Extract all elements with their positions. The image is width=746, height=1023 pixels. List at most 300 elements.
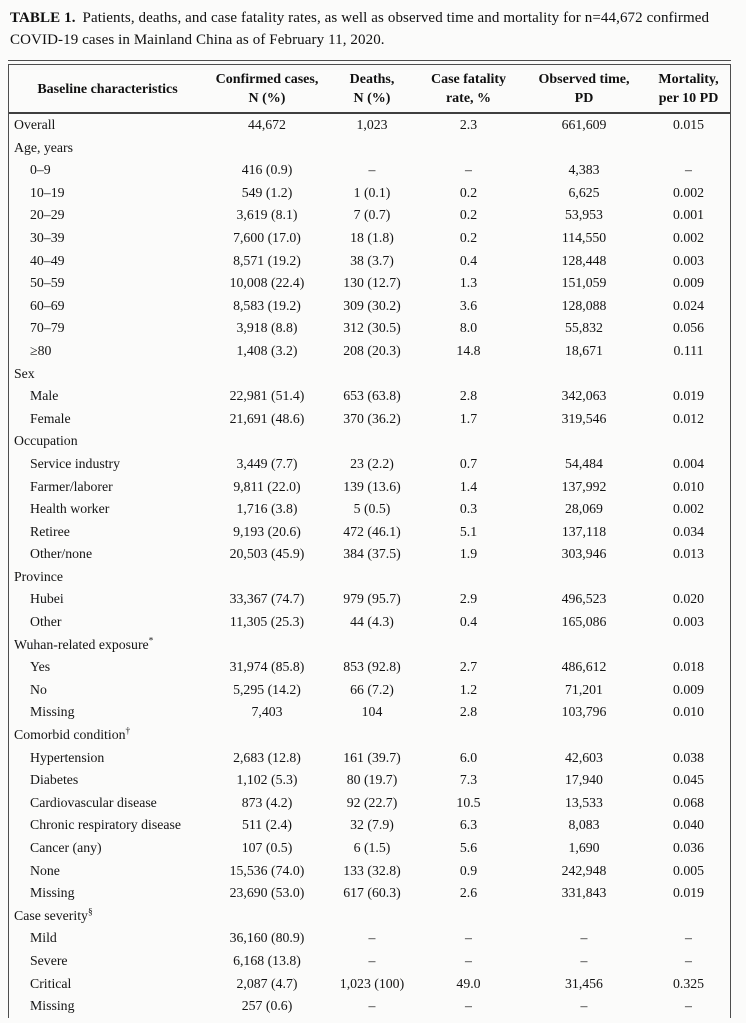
cell-confirmed-cases: 257 (0.6) [241,998,293,1014]
table-row [9,566,730,589]
row-label-text: Chronic respiratory disease [30,817,181,833]
cell-mortality: 0.036 [672,840,705,855]
cell-confirmed-cases: 36,160 (80.9) [229,930,305,946]
row-label-text: Critical [30,975,72,991]
cell-observed-time [521,137,647,160]
cell-deaths [328,430,416,453]
row-label [9,363,206,386]
cell-confirmed-cases: 20,503 (45.9) [229,546,305,562]
table-row [9,656,730,679]
row-label [9,814,206,837]
row-label-text: 10–19 [30,184,65,200]
cell-case-fatality-rate: 14.8 [456,342,481,358]
row-label-text: Occupation [14,433,78,449]
cell-observed-time: 496,523 [561,591,607,607]
table-row [9,679,730,702]
row-label-footnote-mark: * [148,636,154,647]
cell-mortality [647,724,730,747]
cell-deaths: – [368,162,376,178]
cell-confirmed-cases: 31,974 (85.8) [229,659,305,675]
row-label-text: Farmer/laborer [30,478,113,494]
cell-deaths [328,724,416,747]
row-label-text: 50–59 [30,275,65,291]
header-mortality [647,65,730,113]
table-row [9,363,730,386]
row-label-text: 20–29 [30,207,65,223]
table-row [9,950,730,973]
cell-mortality: 0.019 [672,388,705,404]
table-row [9,113,730,137]
cell-confirmed-cases: 3,449 (7.7) [236,455,298,471]
cell-deaths: 44 (4.3) [350,614,394,630]
row-label-text: Age, years [14,139,73,155]
header-line: Baseline characteristics [37,81,178,97]
row-label-text: Hypertension [30,749,105,765]
cell-deaths: 161 (39.7) [343,749,401,765]
cell-case-fatality-rate: 2.7 [459,659,478,675]
cell-observed-time [521,430,647,453]
cell-case-fatality-rate: – [465,930,472,946]
header-line: Case fatality [430,72,507,87]
cell-mortality: 0.040 [672,817,705,833]
cell-confirmed-cases: 3,918 (8.8) [236,320,298,336]
row-label-text: Case severity [14,907,88,923]
table-row [9,792,730,815]
cell-mortality: 0.005 [672,862,705,878]
cell-case-fatality-rate: 49.0 [456,975,481,991]
table-row [9,611,730,634]
row-label [9,747,206,770]
row-label-text: 60–69 [30,297,65,313]
cell-confirmed-cases [206,137,328,160]
table-row [9,995,730,1018]
cell-confirmed-cases: 8,583 (19.2) [233,297,301,313]
cell-confirmed-cases: 2,087 (4.7) [236,975,298,991]
row-label-text: ≥80 [30,342,52,358]
row-label-text: No [30,681,47,697]
cell-observed-time: 114,550 [561,229,607,245]
cell-case-fatality-rate [416,905,521,928]
cell-observed-time: 165,086 [561,614,607,630]
cell-confirmed-cases: 7,403 [251,704,283,720]
cell-observed-time: – [580,930,588,946]
cell-deaths: 38 (3.7) [350,252,394,268]
row-label-text: None [30,862,60,878]
row-label-text: 0–9 [30,162,51,178]
cell-deaths: 23 (2.2) [350,455,394,471]
cell-mortality: 0.003 [672,614,705,630]
cell-case-fatality-rate: 2.8 [459,704,478,720]
row-label-text: Cancer (any) [30,840,102,855]
row-label [9,950,206,973]
cell-case-fatality-rate [416,724,521,747]
row-label-text: Male [30,388,59,404]
cell-deaths: 472 (46.1) [343,523,401,539]
cell-mortality: 0.012 [672,410,705,426]
row-label [9,656,206,679]
cell-mortality [647,634,730,657]
row-label [9,204,206,227]
header-deaths [328,65,416,113]
table-row [9,250,730,273]
table-row [9,182,730,205]
row-label-text: Cardiovascular disease [30,794,157,810]
cell-mortality [647,905,730,928]
cell-observed-time: 303,946 [561,546,607,562]
cell-observed-time [521,363,647,386]
row-label-text: 70–79 [30,320,65,336]
table-row [9,340,730,363]
row-label [9,385,206,408]
cell-mortality: 0.010 [672,704,705,720]
cell-case-fatality-rate: – [465,162,472,178]
row-label-text: Service industry [30,455,121,471]
cell-deaths: 7 (0.7) [353,207,391,223]
cell-confirmed-cases: 22,981 (51.4) [229,388,305,404]
cell-observed-time: 103,796 [561,704,607,720]
baseline-characteristics-table [9,65,730,1018]
cell-observed-time: 128,448 [561,252,607,268]
cell-mortality: 0.002 [672,501,705,517]
row-label [9,995,206,1018]
cell-mortality: 0.045 [672,772,705,788]
cell-deaths: 80 (19.7) [346,772,398,788]
row-label-text: Female [30,410,71,426]
table-row [9,905,730,928]
cell-observed-time: 18,671 [565,342,603,358]
cell-mortality: 0.010 [672,478,705,494]
row-label [9,498,206,521]
table-row [9,543,730,566]
table-row [9,521,730,544]
table-row [9,137,730,160]
table-row [9,272,730,295]
cell-case-fatality-rate: – [465,998,472,1014]
row-label-text: 40–49 [30,252,65,268]
cell-confirmed-cases [206,724,328,747]
cell-mortality: – [685,930,692,946]
row-label [9,634,206,657]
table-row [9,724,730,747]
cell-confirmed-cases: 2,683 (12.8) [233,749,301,765]
cell-deaths: 979 (95.7) [343,591,401,607]
cell-deaths: 653 (63.8) [343,388,401,404]
cell-observed-time: 55,832 [565,320,603,336]
cell-case-fatality-rate: 7.3 [459,772,478,788]
cell-case-fatality-rate: 0.2 [459,229,478,245]
row-label [9,566,206,589]
cell-mortality: 0.111 [673,342,704,358]
header-case-fatality-rate [416,65,521,113]
cell-observed-time: 486,612 [561,659,607,675]
row-label [9,724,206,747]
cell-observed-time: 661,609 [561,117,607,132]
cell-confirmed-cases: 44,672 [248,117,286,132]
row-label-text: Wuhan-related exposure [14,636,149,652]
cell-mortality: 0.002 [672,184,705,200]
cell-mortality: 0.009 [672,681,705,697]
table-body [9,113,730,1018]
cell-case-fatality-rate: 1.3 [459,275,478,291]
cell-confirmed-cases: 549 (1.2) [241,184,293,200]
table-row [9,588,730,611]
cell-confirmed-cases [206,634,328,657]
cell-mortality: – [685,162,692,178]
cell-case-fatality-rate: 1.7 [459,410,478,426]
cell-observed-time: 13,533 [565,794,603,810]
cell-case-fatality-rate [416,566,521,589]
cell-confirmed-cases [206,363,328,386]
row-label-text: Sex [14,365,35,381]
table-row [9,430,730,453]
row-label [9,769,206,792]
cell-deaths: 617 (60.3) [343,885,401,901]
row-label-text: Hubei [30,591,64,607]
header-baseline-characteristics [9,65,206,113]
row-label [9,408,206,431]
cell-observed-time: 28,069 [565,501,603,517]
row-label-text: Province [14,568,64,584]
cell-confirmed-cases: 1,408 (3.2) [236,342,298,358]
cell-observed-time: 6,625 [568,184,600,200]
cell-mortality [647,566,730,589]
row-label-text: Mild [30,930,57,946]
cell-case-fatality-rate: 0.7 [459,455,478,471]
row-label [9,182,206,205]
cell-confirmed-cases: 1,716 (3.8) [236,501,298,517]
row-label [9,927,206,950]
cell-observed-time [521,566,647,589]
cell-confirmed-cases: 9,193 (20.6) [233,523,301,539]
header-line: Confirmed cases, [215,72,319,87]
cell-observed-time: 4,383 [568,162,600,178]
cell-case-fatality-rate [416,634,521,657]
cell-observed-time: 42,603 [565,749,603,765]
table-row [9,385,730,408]
table-row [9,476,730,499]
cell-deaths: 139 (13.6) [343,478,401,494]
cell-observed-time: 128,088 [561,297,607,313]
cell-confirmed-cases [206,905,328,928]
header-line: N (%) [248,91,286,106]
cell-deaths: 130 (12.7) [343,275,401,291]
row-label-text: Retiree [30,523,70,539]
table-row [9,927,730,950]
row-label [9,113,206,137]
cell-confirmed-cases: 416 (0.9) [241,162,293,178]
cell-confirmed-cases: 11,305 (25.3) [229,614,305,630]
cell-confirmed-cases: 7,600 (17.0) [233,229,301,245]
cell-deaths: 92 (22.7) [346,794,398,810]
cell-mortality: 0.004 [672,455,705,471]
header-observed-time [521,65,647,113]
cell-mortality [647,137,730,160]
cell-confirmed-cases: 15,536 (74.0) [229,862,305,878]
cell-mortality: 0.009 [672,275,705,291]
table-row [9,701,730,724]
table-row [9,498,730,521]
cell-confirmed-cases: 5,295 (14.2) [233,681,301,697]
cell-case-fatality-rate [416,363,521,386]
cell-mortality [647,363,730,386]
table-row [9,769,730,792]
cell-case-fatality-rate: 6.0 [459,749,478,765]
row-label [9,543,206,566]
cell-case-fatality-rate: 6.3 [459,817,478,833]
cell-case-fatality-rate: 8.0 [459,320,478,336]
row-label [9,453,206,476]
cell-confirmed-cases [206,430,328,453]
cell-case-fatality-rate: 5.6 [459,840,478,855]
cell-mortality: 0.013 [672,546,705,562]
row-label [9,250,206,273]
row-label [9,837,206,860]
table-header [9,65,730,113]
header-line: N (%) [353,91,391,106]
cell-observed-time: 331,843 [561,885,607,901]
row-label [9,317,206,340]
cell-observed-time: 17,940 [565,772,603,788]
row-label-text: Diabetes [30,772,79,788]
cell-confirmed-cases: 9,811 (22.0) [233,478,301,494]
cell-observed-time: – [580,952,588,968]
row-label [9,679,206,702]
cell-observed-time: 1,690 [568,840,600,855]
cell-confirmed-cases: 873 (4.2) [241,794,293,810]
table-header-row [9,65,730,113]
row-label-text: Yes [30,659,51,675]
table-row [9,814,730,837]
cell-mortality: 0.068 [672,794,705,810]
row-label-text: Other [30,614,62,630]
cell-observed-time: 8,083 [568,817,600,833]
table-row [9,227,730,250]
cell-deaths: 1,023 [356,117,388,132]
row-label-text: Missing [30,998,75,1014]
cell-confirmed-cases: 6,168 (13.8) [233,952,301,968]
row-label [9,860,206,883]
cell-deaths: 384 (37.5) [343,546,401,562]
cell-deaths: 1,023 (100) [339,975,405,991]
cell-confirmed-cases: 1,102 (5.3) [236,772,298,788]
cell-case-fatality-rate: – [465,952,472,968]
cell-observed-time: 319,546 [561,410,607,426]
cell-deaths: – [368,952,376,968]
cell-deaths: – [368,930,376,946]
row-label-footnote-mark: § [87,907,93,918]
row-label-text: Missing [30,885,75,901]
cell-mortality: 0.056 [672,320,705,336]
cell-case-fatality-rate: 2.9 [459,591,478,607]
cell-deaths: 18 (1.8) [350,229,394,245]
cell-deaths [328,634,416,657]
table-row [9,882,730,905]
row-label-text: Comorbid condition [14,727,126,743]
cell-case-fatality-rate: 3.6 [459,297,478,313]
cell-case-fatality-rate: 0.9 [459,862,478,878]
cell-case-fatality-rate: 0.2 [459,207,478,223]
cell-deaths: 104 [361,704,383,720]
header-line: Mortality, [658,72,719,87]
cell-observed-time [521,634,647,657]
row-label [9,588,206,611]
cell-mortality: 0.002 [672,229,705,245]
table-row [9,159,730,182]
table-row [9,453,730,476]
cell-mortality: 0.015 [672,117,705,132]
cell-mortality: 0.024 [672,297,705,313]
cell-case-fatality-rate: 0.4 [459,614,478,630]
cell-mortality: 0.038 [672,749,705,765]
header-line: PD [574,91,594,106]
cell-deaths [328,905,416,928]
row-label [9,430,206,453]
row-label [9,137,206,160]
cell-deaths: 133 (32.8) [343,862,401,878]
cell-observed-time [521,905,647,928]
cell-confirmed-cases: 21,691 (48.6) [229,410,305,426]
cell-mortality: 0.001 [672,207,705,223]
cell-case-fatality-rate: 2.3 [459,117,478,132]
row-label-text: Missing [30,704,75,720]
cell-observed-time: 71,201 [565,681,603,697]
row-label [9,159,206,182]
cell-deaths: 370 (36.2) [343,410,401,426]
cell-confirmed-cases: 33,367 (74.7) [229,591,305,607]
cell-case-fatality-rate: 10.5 [456,794,481,810]
cell-confirmed-cases: 10,008 (22.4) [229,275,305,291]
cell-confirmed-cases [206,566,328,589]
table-row [9,317,730,340]
table-row [9,860,730,883]
cell-case-fatality-rate [416,430,521,453]
table-title-number: TABLE 1. [10,10,76,26]
cell-mortality [647,430,730,453]
table-top-double-rule [8,60,731,1018]
row-label-text: Overall [14,117,56,132]
cell-case-fatality-rate: 2.8 [459,388,478,404]
row-label [9,611,206,634]
cell-deaths [328,566,416,589]
cell-observed-time: 242,948 [561,862,607,878]
cell-deaths: – [368,998,376,1014]
cell-confirmed-cases: 107 (0.5) [241,840,293,855]
cell-deaths: 5 (0.5) [353,501,391,517]
cell-confirmed-cases: 23,690 (53.0) [229,885,305,901]
cell-deaths: 32 (7.9) [350,817,394,833]
header-confirmed-cases [206,65,328,113]
header-line: rate, % [445,91,492,106]
cell-case-fatality-rate [416,137,521,160]
row-label [9,227,206,250]
cell-deaths [328,137,416,160]
table-title-text: Patients, deaths, and case fatality rates, as well as observed time and mortality for n=44,672 confirmed COVID-19 cases in Mainland China as of February 11, 2020. [10,10,710,48]
table-row [9,973,730,996]
row-label [9,521,206,544]
cell-deaths: 6 (1.5) [353,840,391,855]
table-row [9,837,730,860]
cell-mortality: 0.018 [672,659,705,675]
cell-case-fatality-rate: 1.4 [459,478,478,494]
table-row [9,747,730,770]
table-row [9,634,730,657]
cell-mortality: 0.034 [672,523,705,539]
cell-observed-time: 137,992 [561,478,607,494]
cell-confirmed-cases: 3,619 (8.1) [236,207,298,223]
cell-mortality: 0.019 [672,885,705,901]
row-label-text: Other/none [30,546,93,562]
cell-deaths: 66 (7.2) [350,681,394,697]
